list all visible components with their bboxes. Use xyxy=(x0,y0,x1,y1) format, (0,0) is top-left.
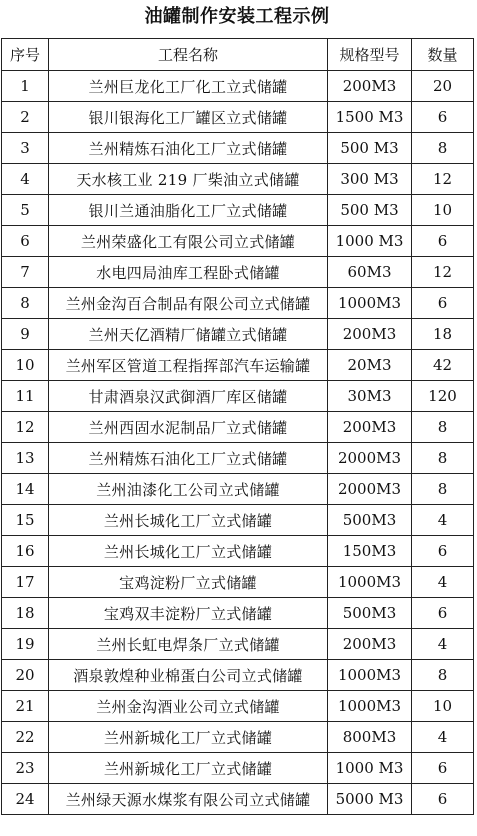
row-name-cell: 兰州长城化工厂立式储罐 xyxy=(49,505,328,536)
row-spec-cell: 30M3 xyxy=(328,381,412,412)
row-name-cell: 兰州西固水泥制品厂立式储罐 xyxy=(49,412,328,443)
row-qty-cell: 6 xyxy=(412,102,474,133)
row-spec-cell: 800M3 xyxy=(328,722,412,753)
row-name-cell: 水电四局油库工程卧式储罐 xyxy=(49,257,328,288)
row-name-cell: 兰州长城化工厂立式储罐 xyxy=(49,536,328,567)
header-no: 序号 xyxy=(2,39,49,71)
header-qty: 数量 xyxy=(412,39,474,71)
table-row xyxy=(2,629,474,660)
table-row xyxy=(2,474,474,505)
row-no-cell: 18 xyxy=(2,598,49,629)
row-name-cell: 兰州新城化工厂立式储罐 xyxy=(49,722,328,753)
table-header-row xyxy=(2,39,474,71)
row-no-cell: 16 xyxy=(2,536,49,567)
row-spec-cell: 1000 M3 xyxy=(328,753,412,784)
table-row xyxy=(2,71,474,102)
row-name-cell: 兰州金沟酒业公司立式储罐 xyxy=(49,691,328,722)
row-name-cell: 宝鸡双丰淀粉厂立式储罐 xyxy=(49,598,328,629)
table-row xyxy=(2,164,474,195)
row-no-cell: 4 xyxy=(2,164,49,195)
table-row xyxy=(2,536,474,567)
row-name-cell: 兰州荣盛化工有限公司立式储罐 xyxy=(49,226,328,257)
row-spec-cell: 1000M3 xyxy=(328,567,412,598)
row-qty-cell: 8 xyxy=(412,133,474,164)
table-row xyxy=(2,226,474,257)
row-name-cell: 银川银海化工厂罐区立式储罐 xyxy=(49,102,328,133)
row-qty-cell: 8 xyxy=(412,412,474,443)
header-name: 工程名称 xyxy=(49,39,328,71)
row-spec-cell: 1000M3 xyxy=(328,691,412,722)
table-row xyxy=(2,784,474,815)
row-qty-cell: 12 xyxy=(412,164,474,195)
row-no-cell: 11 xyxy=(2,381,49,412)
row-qty-cell: 4 xyxy=(412,505,474,536)
row-no-cell: 5 xyxy=(2,195,49,226)
row-no-cell: 15 xyxy=(2,505,49,536)
row-no-cell: 14 xyxy=(2,474,49,505)
row-name-cell: 兰州新城化工厂立式储罐 xyxy=(49,753,328,784)
table-row xyxy=(2,257,474,288)
row-qty-cell: 42 xyxy=(412,350,474,381)
table-row xyxy=(2,381,474,412)
row-name-cell: 天水核工业 219 厂柴油立式储罐 xyxy=(49,164,328,195)
row-spec-cell: 500 M3 xyxy=(328,195,412,226)
row-name-cell: 兰州精炼石油化工厂立式储罐 xyxy=(49,133,328,164)
row-spec-cell: 500M3 xyxy=(328,598,412,629)
row-no-cell: 7 xyxy=(2,257,49,288)
row-qty-cell: 4 xyxy=(412,722,474,753)
row-qty-cell: 6 xyxy=(412,784,474,815)
row-qty-cell: 6 xyxy=(412,753,474,784)
row-name-cell: 兰州巨龙化工厂化工立式储罐 xyxy=(49,71,328,102)
row-qty-cell: 6 xyxy=(412,598,474,629)
row-spec-cell: 200M3 xyxy=(328,629,412,660)
row-no-cell: 9 xyxy=(2,319,49,350)
row-qty-cell: 8 xyxy=(412,474,474,505)
row-spec-cell: 20M3 xyxy=(328,350,412,381)
row-spec-cell: 200M3 xyxy=(328,319,412,350)
row-no-cell: 22 xyxy=(2,722,49,753)
row-qty-cell: 18 xyxy=(412,319,474,350)
row-spec-cell: 200M3 xyxy=(328,412,412,443)
row-name-cell: 兰州绿天源水煤浆有限公司立式储罐 xyxy=(49,784,328,815)
row-no-cell: 8 xyxy=(2,288,49,319)
row-no-cell: 24 xyxy=(2,784,49,815)
row-qty-cell: 6 xyxy=(412,226,474,257)
row-qty-cell: 10 xyxy=(412,195,474,226)
row-qty-cell: 8 xyxy=(412,443,474,474)
row-spec-cell: 300 M3 xyxy=(328,164,412,195)
table-row xyxy=(2,133,474,164)
table-title: 油罐制作安装工程示例 xyxy=(144,6,330,27)
row-qty-cell: 12 xyxy=(412,257,474,288)
table-row xyxy=(2,288,474,319)
table-row xyxy=(2,598,474,629)
row-spec-cell: 60M3 xyxy=(328,257,412,288)
row-no-cell: 17 xyxy=(2,567,49,598)
row-name-cell: 甘肃酒泉汉武御酒厂库区储罐 xyxy=(49,381,328,412)
row-spec-cell: 150M3 xyxy=(328,536,412,567)
table-row xyxy=(2,753,474,784)
row-spec-cell: 500 M3 xyxy=(328,133,412,164)
row-name-cell: 银川兰通油脂化工厂立式储罐 xyxy=(49,195,328,226)
row-spec-cell: 2000M3 xyxy=(328,474,412,505)
row-qty-cell: 10 xyxy=(412,691,474,722)
project-table xyxy=(1,38,474,815)
row-name-cell: 兰州长虹电焊条厂立式储罐 xyxy=(49,629,328,660)
row-name-cell: 酒泉敦煌种业棉蛋白公司立式储罐 xyxy=(49,660,328,691)
row-spec-cell: 200M3 xyxy=(328,71,412,102)
row-name-cell: 兰州精炼石油化工厂立式储罐 xyxy=(49,443,328,474)
header-spec: 规格型号 xyxy=(328,39,412,71)
table-row xyxy=(2,102,474,133)
row-no-cell: 13 xyxy=(2,443,49,474)
row-no-cell: 21 xyxy=(2,691,49,722)
row-qty-cell: 4 xyxy=(412,567,474,598)
row-name-cell: 兰州天亿酒精厂储罐立式储罐 xyxy=(49,319,328,350)
row-spec-cell: 1000 M3 xyxy=(328,226,412,257)
row-qty-cell: 20 xyxy=(412,71,474,102)
row-qty-cell: 4 xyxy=(412,629,474,660)
row-name-cell: 兰州油漆化工公司立式储罐 xyxy=(49,474,328,505)
row-qty-cell: 6 xyxy=(412,536,474,567)
row-no-cell: 20 xyxy=(2,660,49,691)
row-no-cell: 2 xyxy=(2,102,49,133)
table-row xyxy=(2,505,474,536)
row-no-cell: 1 xyxy=(2,71,49,102)
row-spec-cell: 2000M3 xyxy=(328,443,412,474)
table-row xyxy=(2,412,474,443)
row-qty-cell: 120 xyxy=(412,381,474,412)
row-no-cell: 23 xyxy=(2,753,49,784)
table-row xyxy=(2,350,474,381)
row-spec-cell: 5000 M3 xyxy=(328,784,412,815)
row-no-cell: 6 xyxy=(2,226,49,257)
row-spec-cell: 500M3 xyxy=(328,505,412,536)
table-row xyxy=(2,443,474,474)
table-row xyxy=(2,722,474,753)
table-row xyxy=(2,319,474,350)
row-name-cell: 兰州金沟百合制品有限公司立式储罐 xyxy=(49,288,328,319)
row-no-cell: 12 xyxy=(2,412,49,443)
row-qty-cell: 8 xyxy=(412,660,474,691)
table-row xyxy=(2,660,474,691)
row-spec-cell: 1000M3 xyxy=(328,660,412,691)
row-no-cell: 19 xyxy=(2,629,49,660)
table-row xyxy=(2,567,474,598)
row-spec-cell: 1000M3 xyxy=(328,288,412,319)
table-row xyxy=(2,195,474,226)
table-row xyxy=(2,691,474,722)
row-no-cell: 10 xyxy=(2,350,49,381)
row-qty-cell: 6 xyxy=(412,288,474,319)
row-spec-cell: 1500 M3 xyxy=(328,102,412,133)
row-no-cell: 3 xyxy=(2,133,49,164)
row-name-cell: 宝鸡淀粉厂立式储罐 xyxy=(49,567,328,598)
row-name-cell: 兰州军区管道工程指挥部汽车运输罐 xyxy=(49,350,328,381)
